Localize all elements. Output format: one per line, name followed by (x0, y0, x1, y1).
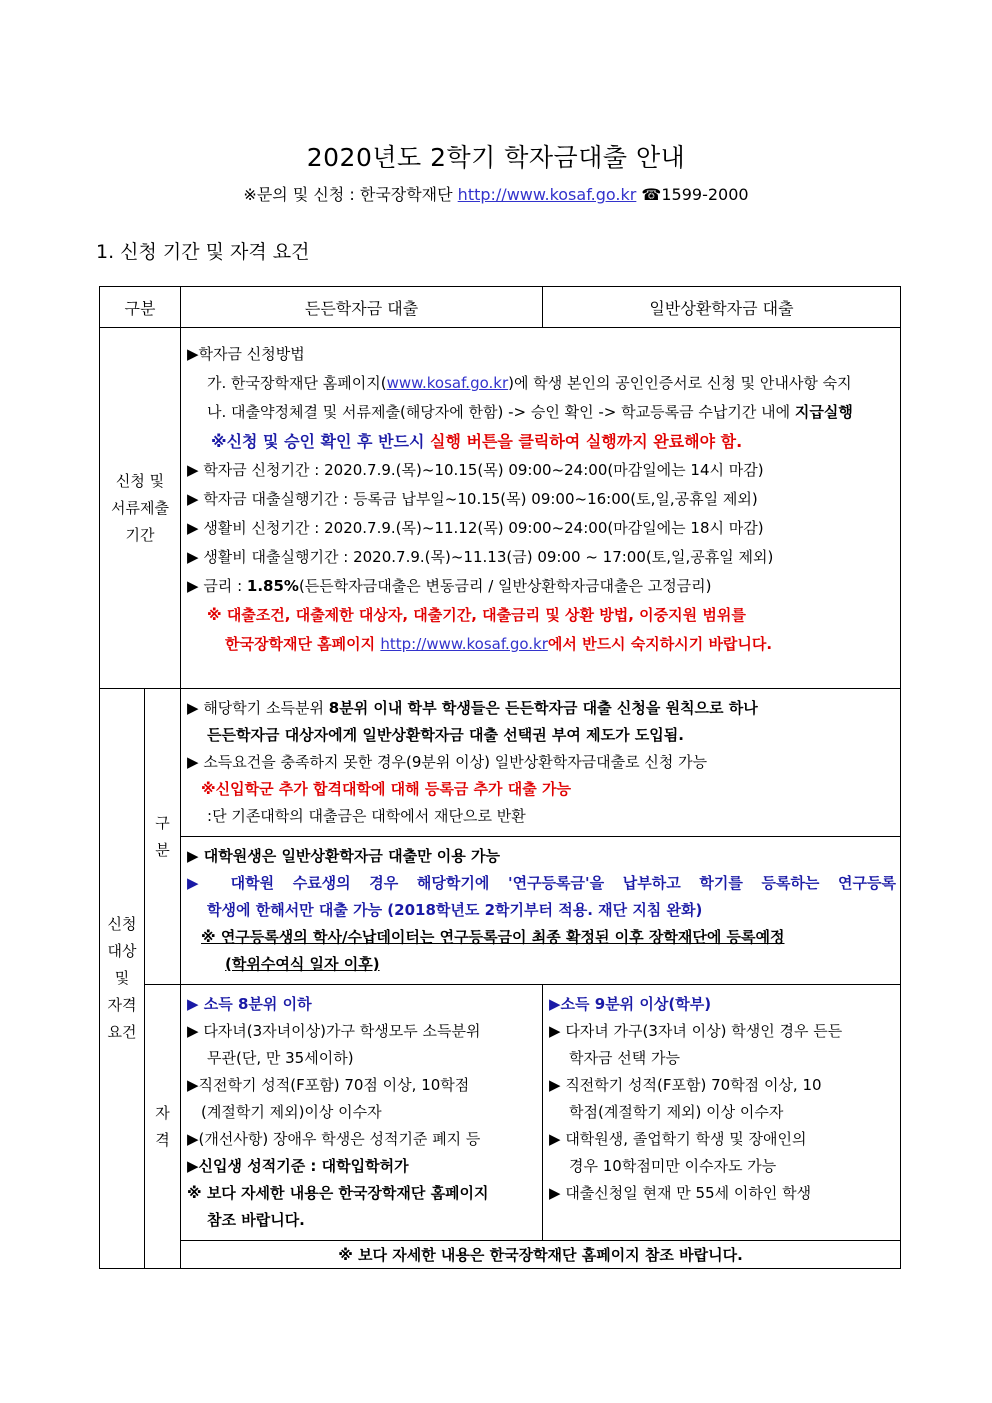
dundun-line-5: ▶(개선사항) 장애우 학생은 성적기준 폐지 등 (187, 1130, 481, 1148)
notice-line-1: ※ 대출조건, 대출제한 대상자, 대출기간, 대출금리 및 상환 방법, 이중지원 범위를 (207, 606, 746, 624)
apply-step-1: 가. 한국장학재단 홈페이지(www.kosaf.go.kr)에 학생 본인의 공인인증서로 신청 및 안내사항 숙지 (207, 374, 852, 392)
tuition-apply-period: ▶ 학자금 신청기간 : 2020.7.9.(목)~10.15(목) 09:00~24:00(마감일에는 14시 마감) (187, 461, 764, 479)
general-heading: ▶소득 9분위 이상(학부) (549, 995, 712, 1013)
tuition-execution-period: ▶ 학자금 대출실행기간 : 등록금 납부일~10.15(목) 09:00~16:00(토,일,공휴일 제외) (187, 490, 758, 508)
dundun-heading: ▶ 소득 8분위 이하 (187, 995, 312, 1013)
header-general: 일반상환학자금 대출 (543, 287, 901, 328)
period-label-line2: 서류제출 (111, 498, 169, 517)
dundun-line-2: 무관(단, 만 35세이하) (207, 1049, 354, 1067)
general-line-7: ▶ 대출신청일 현재 만 55세 이하인 학생 (549, 1184, 812, 1202)
dundun-line-4: (계절학기 제외)이상 이수자 (201, 1103, 382, 1121)
general-line-1: ▶ 다자녀 가구(3자녀 이상) 학생인 경우 든든 (549, 1022, 843, 1040)
eligibility-row-2 (100, 837, 901, 985)
period-label-line3: 기간 (125, 525, 155, 544)
kosaf-link[interactable]: http://www.kosaf.go.kr (457, 185, 637, 204)
eligibility-label: 신청 대상 및 자격 요건 (100, 689, 145, 1269)
dundun-line-8: 참조 바랍니다. (207, 1211, 305, 1229)
interest-rate: ▶ 금리 : 1.85%(든든학자금대출은 변동금리 / 일반상환학자금대출은 고정금리) (187, 577, 712, 595)
period-row (100, 328, 901, 689)
general-line-6: 경우 10학점미만 이수자도 가능 (569, 1157, 777, 1175)
undergrad-category (181, 689, 901, 837)
living-apply-period: ▶ 생활비 신청기간 : 2020.7.9.(목)~11.12(목) 09:00~24:00(마감일에는 18시 마감) (187, 519, 764, 537)
dundun-line-1: ▶ 다자녀(3자녀이상)가구 학생모두 소득분위 (187, 1022, 481, 1040)
living-execution-period: ▶ 생활비 대출실행기간 : 2020.7.9.(목)~11.13(금) 09:00 ~ 17:00(토,일,공휴일 제외) (187, 548, 774, 566)
contact-prefix: ※문의 및 신청 : 한국장학재단 (243, 185, 458, 204)
eligibility-footer-row (100, 1241, 901, 1269)
table-header-row (100, 287, 901, 328)
dundun-line-6: ▶신입생 성적기준 : 대학입학허가 (187, 1157, 409, 1175)
undergrad-line-1: ▶ 해당학기 소득분위 8분위 이내 학부 학생들은 든든학자금 대출 신청을 원칙으로 하나 (187, 699, 758, 717)
category-sublabel: 구 분 (145, 689, 181, 985)
period-label-line1: 신청 및 (115, 471, 165, 490)
general-line-2: 학자금 선택 가능 (569, 1049, 680, 1067)
grad-line-1: ▶ 대학원생은 일반상환학자금 대출만 이용 가능 (187, 847, 500, 865)
general-line-3: ▶ 직전학기 성적(F포함) 70학점 이상, 10 (549, 1076, 822, 1094)
apply-warning: ※신청 및 승인 확인 후 반드시 실행 버튼을 클릭하여 실행까지 완료해야 함. (211, 432, 743, 451)
period-content (181, 328, 901, 689)
dundun-line-7: ※ 보다 자세한 내용은 한국장학재단 홈페이지 (187, 1184, 489, 1202)
apply-step-2: 나. 대출약정체결 및 서류제출(해당자에 한함) -> 승인 확인 -> 학교등록금 수납기간 내에 지급실행 (207, 403, 853, 421)
notice-line-2: 한국장학재단 홈페이지 http://www.kosaf.go.kr에서 반드시 숙지하시기 바랍니다. (225, 635, 773, 653)
header-category: 구분 (100, 287, 181, 328)
contact-line (0, 182, 992, 205)
table-footer-note: ※ 보다 자세한 내용은 한국장학재단 홈페이지 참조 바랍니다. (181, 1241, 901, 1269)
loan-info-table (99, 286, 901, 1269)
section-heading: 1. 신청 기간 및 자격 요건 (96, 241, 310, 263)
undergrad-line-3: ▶ 소득요건을 충족하지 못한 경우(9분위 이상) 일반상환학자금대출로 신청 가능 (187, 753, 708, 771)
grad-category (181, 837, 901, 985)
eligibility-row-1 (100, 689, 901, 837)
qualification-sublabel: 자 격 (145, 985, 181, 1269)
grad-line-3: 학생에 한해서만 대출 가능 (2018학년도 2학기부터 적용. 재단 지침 완화) (207, 901, 703, 919)
eligibility-row-3 (100, 985, 901, 1241)
general-qualification (543, 985, 901, 1241)
undergrad-line-5: :단 기존대학의 대출금은 대학에서 재단으로 반환 (207, 807, 526, 825)
dundun-line-3: ▶직전학기 성적(F포함) 70점 이상, 10학점 (187, 1076, 470, 1094)
grad-line-4: ※ 연구등록생의 학사/수납데이터는 연구등록금이 최종 확정된 이후 장학재단에 등록예정 (201, 928, 785, 946)
undergrad-line-2: 든든학자금 대상자에게 일반상환학자금 대출 선택권 부여 제도가 도입됨. (207, 726, 684, 744)
header-dundun: 든든학자금 대출 (181, 287, 543, 328)
kosaf-notice-link[interactable]: http://www.kosaf.go.kr (380, 635, 548, 653)
kosaf-inline-link[interactable]: www.kosaf.go.kr (386, 374, 509, 392)
general-line-4: 학점(계절학기 제외) 이상 이수자 (569, 1103, 784, 1121)
contact-phone: ☎1599-2000 (636, 185, 749, 204)
undergrad-line-4: ※신입학군 추가 합격대학에 대해 등록금 추가 대출 가능 (201, 780, 571, 798)
dundun-qualification (181, 985, 543, 1241)
grad-line-5: (학위수여식 일자 이후) (225, 955, 380, 973)
grad-line-2: ▶ 대학원 수료생의 경우 해당학기에 '연구등록금'을 납부하고 학기를 등록하는 연구등록 (187, 874, 897, 892)
period-label (100, 328, 181, 689)
document-title: 2020년도 2학기 학자금대출 안내 (306, 143, 686, 172)
apply-method-heading: ▶학자금 신청방법 (187, 345, 305, 363)
general-line-5: ▶ 대학원생, 졸업학기 학생 및 장애인의 (549, 1130, 807, 1148)
